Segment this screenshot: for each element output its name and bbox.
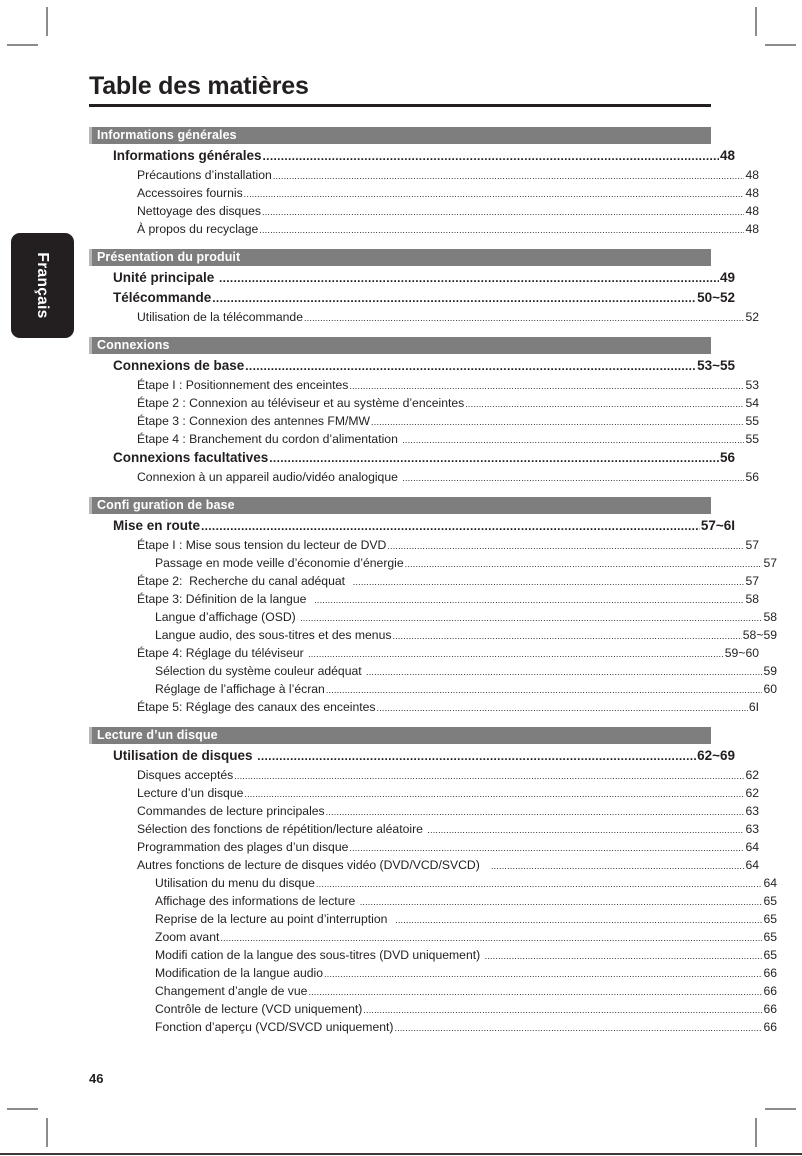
toc-entry-label: Utilisation de la télécommande [137,310,303,324]
toc-section-header [89,337,711,354]
toc-entry-page-number: 66 [763,1020,777,1034]
toc-entry-page-number: 48 [745,186,759,200]
toc-section-header [89,249,711,266]
toc-leader-dots [371,414,744,428]
toc-entry-label: Étape 2 : Connexion au téléviseur et au système d’enceintes [137,396,465,410]
toc-section-header-label: Connexions [97,338,170,353]
toc-entry-page-number: 49 [719,270,735,285]
toc-leader-dots [234,768,744,782]
toc-leader-dots [387,538,744,552]
toc-entry-label: Affichage des informations de lecture [155,894,359,908]
toc-leader-dots [304,310,744,324]
toc-entry-page-number: 56 [719,450,735,465]
toc-leader-dots [326,682,763,696]
toc-section-header [89,727,711,744]
toc-entry-label: Étape 5: Réglage des canaux des enceintes [137,700,376,714]
toc-entry-label: Mise en route [113,518,201,533]
toc-entry-page-number: 62~69 [697,748,735,763]
toc-entry-page-number: 48 [745,168,759,182]
toc-entry[interactable] [89,858,759,876]
toc-entry[interactable] [89,822,759,840]
toc-entry-label: Connexions de base [113,358,245,373]
toc-leader-dots [363,1002,762,1016]
toc-entry-page-number: 57 [763,556,777,570]
toc-entry-label: Accessoires fournis [137,186,243,200]
toc-entry-label: Connexions facultatives [113,450,269,465]
toc-section-header [89,127,711,144]
toc-leader-dots [349,840,744,854]
toc-entry[interactable] [89,592,759,610]
toc-entry-page-number: 53 [745,378,759,392]
toc-entry-label: Lecture d’un disque [137,786,244,800]
toc-entry-label: Étape 2: Recherche du canal adéquat [137,574,352,588]
toc-entry-page-number: 55 [745,432,759,446]
toc-entry-label: Fonction d’aperçu (VCD/SVCD uniquement) [155,1020,394,1034]
toc-entry-page-number: 60 [763,682,777,696]
toc-entry[interactable] [89,450,735,470]
toc-entry-page-number: 65 [763,912,777,926]
toc-entry-label: Modification de la langue audio [155,966,324,980]
title-underline-rule [89,104,711,107]
toc-entry-page-number: 66 [763,984,777,998]
toc-entry-page-number: 58 [763,610,777,624]
toc-entry-page-number: 54 [745,396,759,410]
toc-entry[interactable] [89,358,735,378]
toc-entry-label: Connexion à un appareil audio/vidéo analogique [137,470,402,484]
crop-mark-top-left-vertical [46,7,48,36]
page-bottom-rule [0,1153,802,1155]
toc-entry[interactable] [89,168,759,186]
toc-entry-label: Commandes de lecture principales [137,804,325,818]
toc-entry-label: Unité principale [113,270,219,285]
toc-entry-page-number: 57 [745,574,759,588]
toc-leader-dots [314,592,744,606]
toc-entry-page-number: 59~60 [724,646,759,660]
toc-entry-label: Contrôle de lecture (VCD uniquement) [155,1002,363,1016]
toc-entry-page-number: 66 [763,966,777,980]
toc-leader-dots [395,912,762,926]
toc-leader-dots [326,804,745,818]
toc-entry-page-number: 53~55 [697,358,735,373]
toc-entry[interactable] [89,700,759,718]
toc-entry-label: Disques acceptés [137,768,234,782]
crop-mark-bottom-left-vertical [46,1118,48,1147]
toc-entry-page-number: 6I [748,700,759,714]
toc-section [89,127,759,240]
toc-entry-page-number: 55 [745,414,759,428]
toc-section-header-label: Confi guration de base [97,498,235,513]
toc-entry[interactable] [89,840,759,858]
toc-entry-page-number: 65 [763,894,777,908]
toc-entry[interactable] [89,378,759,396]
toc-entry-label: Langue d’affichage (OSD) [155,610,300,624]
toc-entry[interactable] [89,682,777,700]
toc-entry-label: Télécommande [113,290,212,305]
toc-section-header-label: Informations générales [97,128,237,143]
toc-entry-page-number: 56 [745,470,759,484]
toc-entry-label: Utilisation de disques [113,748,257,763]
toc-entry-page-number: 63 [745,822,759,836]
toc-entry[interactable] [89,1002,777,1020]
toc-entry[interactable] [89,222,759,240]
toc-leader-dots [212,290,696,305]
toc-entry-page-number: 52 [745,310,759,324]
toc-leader-dots [263,148,719,163]
toc-entry-label: Zoom avant [155,930,220,944]
toc-entry-label: Autres fonctions de lecture de disques vidéo (DVD/VCD/SVCD) [137,858,490,872]
toc-entry[interactable] [89,538,759,556]
toc-leader-dots [324,966,762,980]
toc-leader-dots [269,450,719,465]
toc-entry-page-number: 48 [745,222,759,236]
crop-mark-top-left-horizontal [7,44,38,46]
toc-entry[interactable] [89,646,759,664]
toc-entry[interactable] [89,310,759,328]
toc-leader-dots [485,948,763,962]
toc-section [89,497,777,718]
toc-entry-page-number: 59 [763,664,777,678]
toc-entry[interactable] [89,966,777,984]
toc-entry[interactable] [89,804,759,822]
toc-entry[interactable] [89,148,735,168]
toc-entry-label: Informations générales [113,148,262,163]
toc-entry[interactable] [89,664,777,682]
toc-entry[interactable] [89,396,759,414]
toc-entry[interactable] [89,786,759,804]
toc-entry-label: Utilisation du menu du disque [155,876,315,890]
toc-entry[interactable] [89,1020,777,1038]
toc-entry-page-number: 48 [719,148,735,163]
toc-entry-page-number: 65 [763,948,777,962]
crop-mark-top-right-vertical [755,7,757,36]
toc-section-header [89,497,711,514]
toc-section [89,249,759,328]
toc-leader-dots [220,930,762,944]
toc-leader-dots [257,748,696,763]
toc-leader-dots [394,1020,762,1034]
toc-entry-label: Étape 3: Définition de la langue [137,592,314,606]
toc-leader-dots [402,432,744,446]
crop-mark-bottom-right-vertical [755,1118,757,1147]
toc-entry[interactable] [89,290,735,310]
toc-entry-page-number: 65 [763,930,777,944]
toc-leader-dots [245,358,696,373]
toc-entry[interactable] [89,912,777,930]
toc-entry[interactable] [89,414,759,432]
toc-entry-label: Sélection du système couleur adéquat [155,664,366,678]
toc-entry-page-number: 64 [763,876,777,890]
toc-entry-page-number: 64 [745,858,759,872]
language-tab-label: Français [34,252,51,319]
toc-entry[interactable] [89,610,777,628]
toc-leader-dots [392,628,741,642]
toc-entry-label: Passage en mode veille d’économie d’énergie [155,556,404,570]
toc-entry[interactable] [89,470,759,488]
toc-section-header-label: Présentation du produit [97,250,241,265]
toc-leader-dots [427,822,744,836]
toc-entry-page-number: 64 [745,840,759,854]
toc-section [89,337,759,488]
toc-entry[interactable] [89,930,777,948]
toc-leader-dots [308,646,724,660]
language-tab-francais [11,233,74,338]
toc-entry-label: Réglage de l’affichage à l’écran [155,682,325,696]
toc-section-header-label: Lecture d’un disque [97,728,218,743]
toc-entry[interactable] [89,876,777,894]
toc-leader-dots [259,222,744,236]
crop-mark-bottom-right-horizontal [765,1108,796,1110]
toc-entry-label: Étape 4 : Branchement du cordon d’alimentation [137,432,402,446]
toc-leader-dots [405,556,763,570]
toc-entry-label: Nettoyage des disques [137,204,261,218]
toc-entry-label: Changement d’angle de vue [155,984,308,998]
toc-entry[interactable] [89,556,777,574]
toc-leader-dots [349,378,744,392]
toc-leader-dots [353,574,745,588]
toc-entry-label: Langue audio, des sous-titres et des menus [155,628,392,642]
toc-entry[interactable] [89,948,777,966]
toc-entry-page-number: 57 [745,538,759,552]
toc-entry[interactable] [89,574,759,592]
toc-entry[interactable] [89,984,777,1002]
toc-entry-label: Modifi cation de la langue des sous-titres (DVD uniquement) [155,948,484,962]
toc-entry-label: Étape I : Positionnement des enceintes [137,378,349,392]
toc-entry-page-number: 50~52 [697,290,735,305]
toc-entry-page-number: 58 [745,592,759,606]
toc-entry[interactable] [89,748,735,768]
toc-leader-dots [366,664,762,678]
toc-entry-page-number: 58~59 [742,628,777,642]
toc-entry[interactable] [89,894,777,912]
toc-entry-page-number: 66 [763,1002,777,1016]
page-number: 46 [89,1071,104,1086]
toc-entry[interactable] [89,628,777,646]
toc-leader-dots [465,396,744,410]
toc-leader-dots [244,786,744,800]
toc-entry-label: Étape I : Mise sous tension du lecteur de DVD [137,538,387,552]
toc-leader-dots [219,270,719,285]
toc-entry-label: À propos du recyclage [137,222,259,236]
toc-leader-dots [402,470,744,484]
toc-leader-dots [308,984,762,998]
toc-leader-dots [273,168,745,182]
toc-entry-label: Sélection des fonctions de répétition/lecture aléatoire [137,822,427,836]
toc-entry-page-number: 63 [745,804,759,818]
toc-entry[interactable] [89,432,759,450]
crop-mark-top-right-horizontal [765,44,796,46]
toc-entry-page-number: 62 [745,786,759,800]
toc-entry[interactable] [89,270,735,290]
toc-entry-page-number: 62 [745,768,759,782]
toc-entry-label: Précautions d’installation [137,168,272,182]
toc-entry-label: Étape 4: Réglage du téléviseur [137,646,308,660]
toc-leader-dots [201,518,700,533]
toc-entry-label: Reprise de la lecture au point d’interruption [155,912,395,926]
table-of-contents [89,127,777,1038]
toc-entry-page-number: 57~6I [700,518,735,533]
toc-leader-dots [316,876,763,890]
toc-leader-dots [360,894,763,908]
toc-entry[interactable] [89,518,735,538]
toc-leader-dots [244,186,745,200]
toc-entry[interactable] [89,204,759,222]
toc-entry-label: Programmation des plages d’un disque [137,840,349,854]
toc-leader-dots [491,858,745,872]
toc-section [89,727,777,1038]
toc-entry-label: Étape 3 : Connexion des antennes FM/MW [137,414,371,428]
toc-leader-dots [262,204,744,218]
toc-entry[interactable] [89,186,759,204]
toc-entry[interactable] [89,768,759,786]
toc-leader-dots [377,700,748,714]
crop-mark-bottom-left-horizontal [7,1108,38,1110]
page-title: Table des matières [89,72,309,100]
toc-leader-dots [300,610,762,624]
toc-entry-page-number: 48 [745,204,759,218]
